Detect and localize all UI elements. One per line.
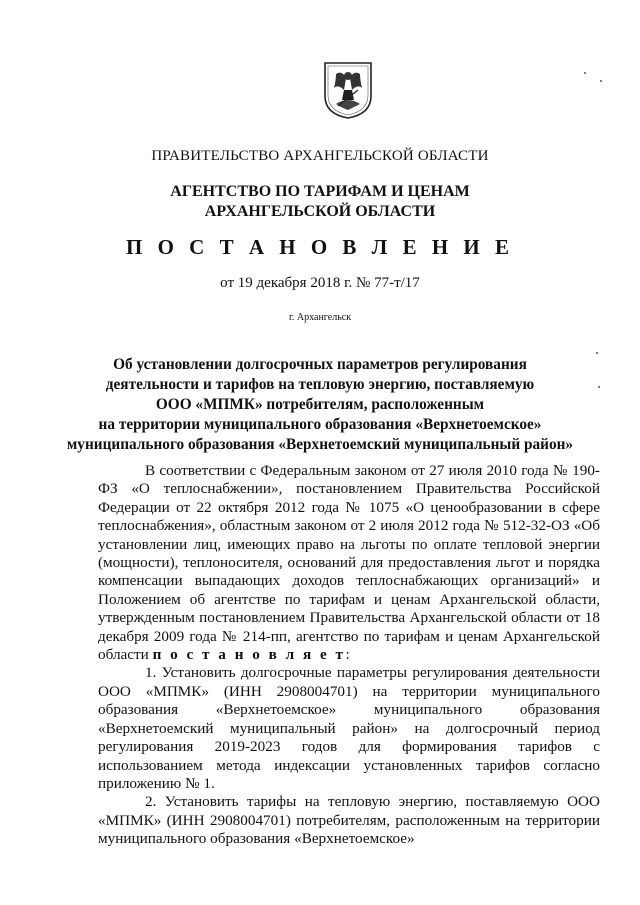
agency-name-line1: АГЕНТСТВО ПО ТАРИФАМ И ЦЕНАМ	[170, 183, 470, 200]
subject-line4: на территории муниципального образования «Верхнетоемское»	[98, 416, 542, 433]
agency-name-line2: АРХАНГЕЛЬСКОЙ ОБЛАСТИ	[204, 203, 436, 220]
government-name: ПРАВИТЕЛЬСТВО АРХАНГЕЛЬСКОЙ ОБЛАСТИ	[151, 148, 489, 164]
preamble-text: В соответствии с Федеральным законом от 27 июля 2010 года № 190-ФЗ «О теплоснабжении», постановлением Правительства Российской Федерации от 22 октября 2012 года № 1075 «О ценообразовании в сфере теплоснабжения», областным законом от 2 июля 2012 года № 512-32-ОЗ «Об установлении лиц, имеющих право на льготы по оплате тепловой энергии (мощности), теплоносителя, оснований для предоставления льгот и порядка компенсации выпадающих доходов теплоснабжающих организаций» и Положением об агентстве по тарифам и ценам Архангельской области, утвержденным постановлением Правительства Архангельской области от 18 декабря 2009 года № 214-пп, агентство по тарифам и ценам Архангельской области	[98, 462, 600, 664]
agency-name	[0, 182, 640, 222]
scan-speck	[600, 80, 602, 82]
city-name: г. Архангельск	[288, 312, 352, 323]
subject-line5: муниципального образования «Верхнетоемский муниципальный район»	[66, 436, 574, 453]
document-body	[98, 462, 600, 849]
item-1-paragraph: 1. Установить долгосрочные параметры регулирования деятельности ООО «МПМК» (ИНН 2908004701) на территории муниципального образования «Верхнетоемское» муниципального образования «Верхнетоемский муниципальный район» на долгосрочный период регулирования 2019-2023 годов для формирования тарифов с использованием метода индексации установленных тарифов согласно приложению № 1.	[98, 664, 600, 792]
subject-line3: ООО «МПМК» потребителям, расположенным	[155, 396, 485, 413]
subject-line1: Об установлении долгосрочных параметров регулирования	[113, 356, 527, 373]
resolves-colon: :	[345, 646, 350, 664]
resolves-word: п о с т а н о в л я е т	[152, 646, 346, 664]
scan-speck	[596, 352, 598, 354]
document-type-title: П О С Т А Н О В Л Е Н И Е	[125, 235, 514, 259]
date-and-number: от 19 декабря 2018 г. № 77-т/17	[220, 275, 420, 291]
document-subject	[0, 355, 640, 455]
item-2-paragraph: 2. Установить тарифы на тепловую энергию, поставляемую ООО «МПМК» (ИНН 2908004701) потребителям, расположенным на территории муниципального образования «Верхнетоемское»	[98, 793, 600, 848]
scan-speck	[598, 386, 600, 388]
coat-of-arms-icon	[322, 60, 374, 120]
scan-speck	[584, 72, 586, 74]
subject-line2: деятельности и тарифов на тепловую энергию, поставляемую	[105, 376, 535, 393]
preamble-paragraph	[98, 462, 600, 664]
